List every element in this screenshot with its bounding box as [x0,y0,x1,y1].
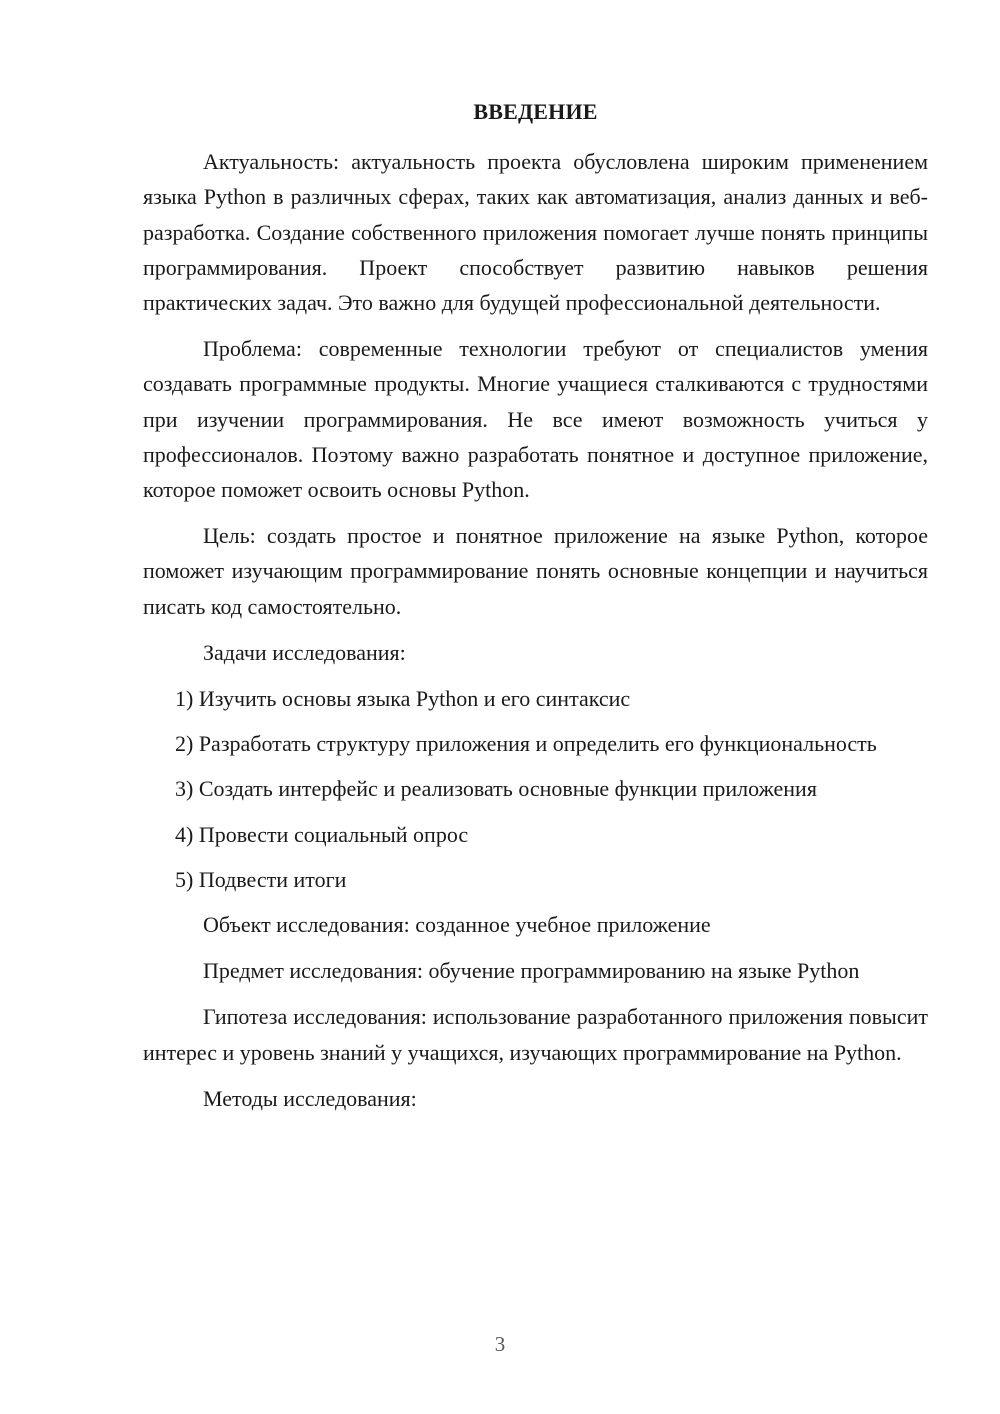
paragraph-object: Объект исследования: созданное учебное приложение [203,912,711,938]
task-item: 5) Подвести итоги [175,866,347,892]
task-item: 4) Провести социальный опрос [175,821,469,847]
paragraph-subject: Предмет исследования: обучение программированию на языке Python [203,958,860,984]
task-item: 3) Создать интерфейс и реализовать основные функции приложения [175,776,817,802]
paragraph-tasks-heading: Задачи исследования: [203,639,406,665]
paragraph-goal: Цель: создать простое и понятное приложение на языке Python, которое поможет изучающим программирование понять основные концепции и научиться писать код самостоятельно. [143,523,928,619]
task-item: 1) Изучить основы языка Python и его синтаксис [175,686,631,712]
task-item: 2) Разработать структуру приложения и определить его функциональность [175,731,877,757]
document-body [143,94,928,1127]
paragraph-relevance: Актуальность: актуальность проекта обусловлена широким применением языка Python в различных сферах, таких как автоматизация, анализ данных и веб-разработка. Создание собственного приложения помогает лучше понять принципы программирования. Проект способствует развитию навыков решения практических задач. Это важно для будущей профессиональной деятельности. [143,149,928,316]
paragraph-methods-heading: Методы исследования: [203,1085,417,1111]
page-number: 3 [494,1332,506,1356]
paragraph-problem: Проблема: современные технологии требуют от специалистов умения создавать программные продукты. Многие учащиеся сталкиваются с трудностями при изучении программирования. Не все имеют возможность учиться у профессионалов. Поэтому важно разработать понятное и доступное приложение, которое поможет освоить основы Python. [143,336,928,503]
paragraph-hypothesis: Гипотеза исследования: использование разработанного приложения повысит интерес и уровень знаний у учащихся, изучающих программирование на Python. [143,1004,928,1065]
section-title: ВВЕДЕНИЕ [473,99,598,124]
